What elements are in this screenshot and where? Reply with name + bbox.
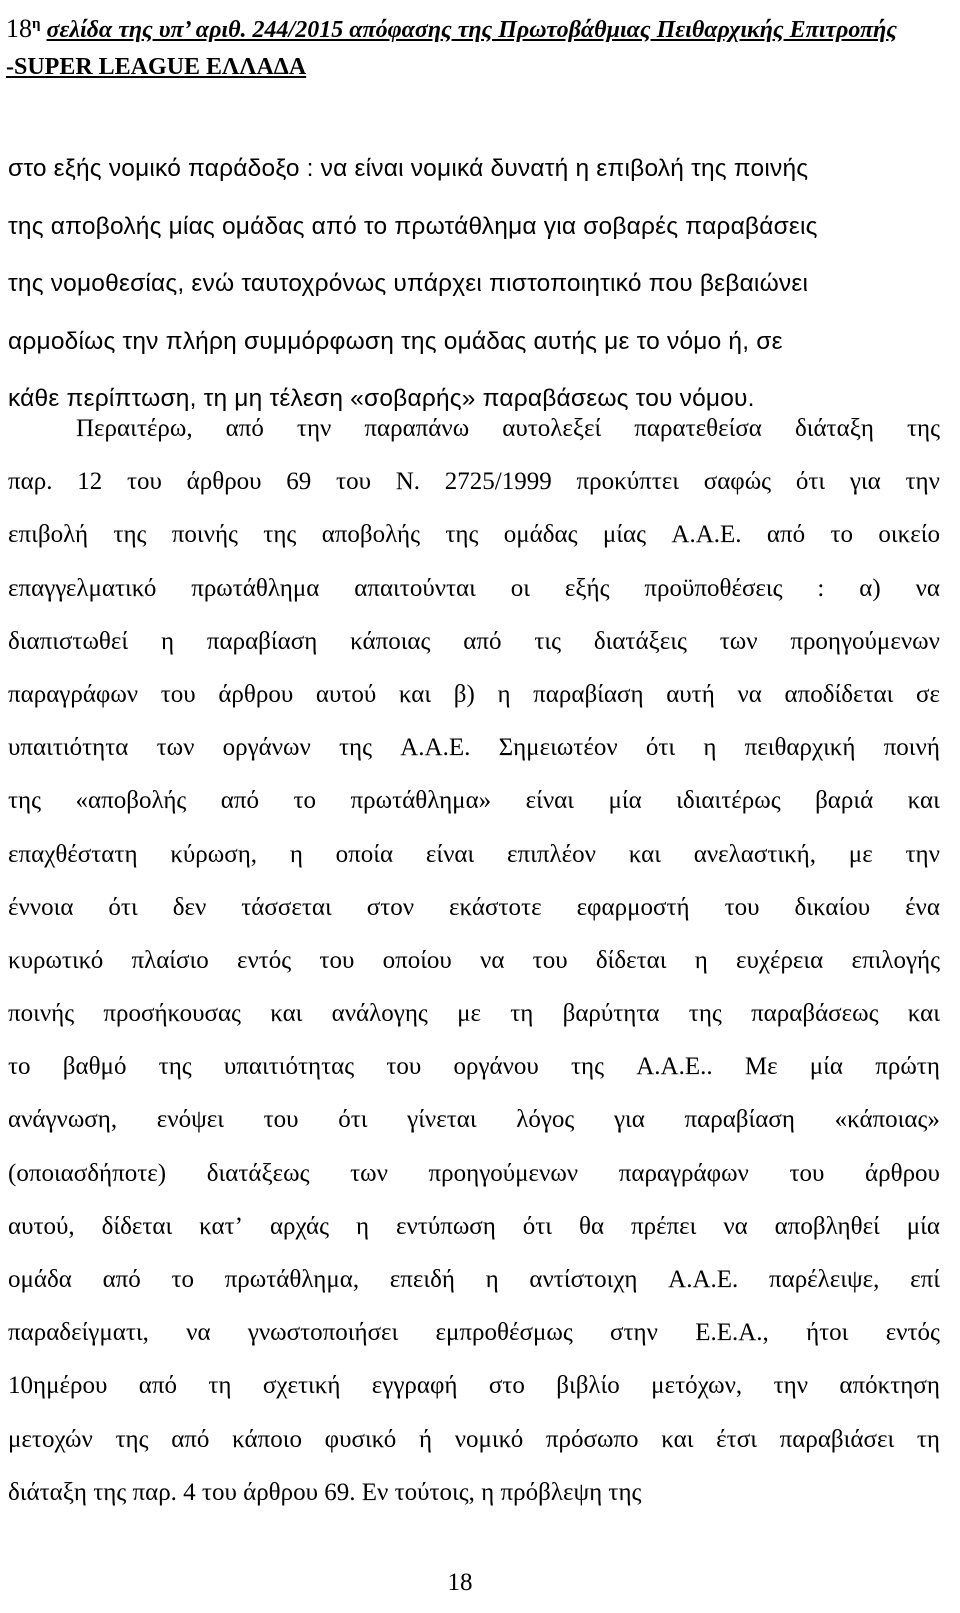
word: και [661, 1425, 694, 1453]
page-header [6, 6, 946, 86]
word: από [138, 1372, 177, 1400]
word: επιλογής [851, 946, 940, 974]
word: θα [578, 1212, 605, 1240]
text-line: αρμοδίως την πλήρη συμμόρφωση της ομάδας αυτής με το νόμο ή, σε [8, 327, 783, 355]
word: αποβολής [321, 521, 421, 549]
word: επαγγελματικό [8, 574, 157, 602]
word: είναι [525, 787, 574, 815]
word: διαπιστωθεί [8, 627, 129, 655]
word: της [445, 521, 479, 549]
word: α) [859, 574, 881, 602]
word: παραβίαση [684, 1106, 795, 1134]
word: της [113, 521, 147, 549]
word: μία [906, 1212, 940, 1240]
word: δικαίου [794, 893, 871, 921]
word: παρατεθείσα [634, 415, 762, 442]
word: της [338, 734, 373, 762]
paragraph-main [8, 402, 940, 1519]
word: προηγούμενων [428, 1159, 579, 1187]
word: Ε.Ε.Α., [695, 1319, 769, 1347]
word: εντός [885, 1319, 940, 1347]
word: σαφώς [703, 468, 772, 496]
word: σχετική [262, 1372, 341, 1400]
word: διατάξεως [206, 1159, 310, 1187]
word: από [220, 787, 260, 815]
word: κάποιας [350, 627, 431, 655]
header-title-line2: -SUPER LEAGUE ΕΛΛΑΔΑ [6, 54, 307, 80]
word: οποίου [382, 946, 452, 974]
word: γίνεται [407, 1106, 477, 1134]
word: το [8, 1053, 31, 1081]
word: φυσικό [324, 1425, 397, 1453]
word: της [8, 787, 42, 815]
word: βαθμό [62, 1053, 127, 1081]
word: άρθρου [186, 468, 262, 496]
word: Α.Α.Ε. [400, 734, 471, 762]
word: αυτού, [8, 1212, 75, 1240]
word: πρώτη [875, 1053, 940, 1081]
word: άρθρου [218, 680, 294, 708]
header-page-sup: η [32, 16, 41, 32]
page-number-footer: 18 [447, 1569, 473, 1596]
word: για [849, 468, 881, 496]
word: μία [608, 787, 642, 815]
word: το [171, 1266, 195, 1293]
word: πρωτάθλημα, [224, 1266, 360, 1293]
word: πρόσωπο [545, 1425, 639, 1453]
text-line [8, 1306, 940, 1359]
word: και [628, 840, 661, 868]
word: του [724, 893, 760, 921]
text-line [8, 987, 940, 1040]
word: πειθαρχική [744, 734, 856, 762]
word: παραγράφων [618, 1159, 749, 1187]
word: παραδείγματι, [8, 1319, 149, 1347]
word: εντός [236, 946, 292, 974]
text-line [8, 1359, 940, 1412]
word: ενόψει [156, 1106, 224, 1134]
word: την [773, 1372, 809, 1400]
word: γνωστοποιήσει [247, 1319, 399, 1347]
word: σε [916, 680, 940, 708]
text-line: της αποβολής μίας ομάδας από το πρωτάθλημα για σοβαρές παραβάσεις [8, 212, 818, 240]
word: των [719, 627, 758, 655]
word: εξής [564, 574, 610, 602]
text-line [8, 402, 940, 455]
word: βαρύτητα [562, 1000, 660, 1028]
word: πλαίσιο [131, 946, 209, 974]
word: του [263, 1106, 299, 1134]
word: η [160, 627, 175, 655]
word: δίδεται [595, 946, 667, 974]
word: της [115, 1425, 149, 1453]
word: λόγος [516, 1106, 575, 1134]
word: Α.Α.Ε. [671, 521, 742, 549]
word: πρωτάθλημα» [350, 787, 492, 815]
word: αυτού [315, 680, 377, 708]
text-line [8, 934, 940, 987]
word: για [613, 1106, 645, 1134]
word: αποβληθεί [774, 1212, 880, 1240]
word: και [270, 1000, 303, 1028]
word: κάποιο [232, 1425, 302, 1453]
word: ποινής [8, 1000, 75, 1028]
text-line: διάταξη της παρ. 4 του άρθρου 69. Εν τούτοις, η πρόβλεψη της [8, 1478, 642, 1506]
word: η [485, 1266, 499, 1293]
word: από [766, 521, 806, 549]
header-title-line1: σελίδα της υπ’ αριθ. 244/2015 απόφασης της Πρωτοβάθμιας Πειθαρχικής Επιτροπής [46, 17, 898, 43]
word: και [907, 787, 940, 815]
text-line [8, 562, 940, 615]
word: του [532, 946, 568, 974]
word: ομάδα [8, 1266, 72, 1293]
word: του [319, 946, 355, 974]
word: του [386, 1053, 422, 1081]
word: ήτοι [806, 1319, 849, 1347]
word: απαιτούνται [354, 574, 476, 602]
word: ένα [905, 893, 940, 921]
word: έννοια [8, 893, 74, 921]
word: 12 [77, 468, 103, 496]
word: εμπροθέσμως [435, 1319, 573, 1347]
paragraph-continued [8, 140, 944, 428]
word: ανάγνωση, [8, 1106, 118, 1134]
word: ομάδας [503, 521, 578, 549]
word: μία [809, 1053, 844, 1081]
word: η [703, 734, 717, 762]
text-line [8, 615, 940, 668]
text-line [8, 455, 940, 508]
word: κυρωτικό [8, 946, 104, 974]
word: να [737, 680, 762, 708]
word: υπαιτιότητας [223, 1053, 355, 1081]
word: από [463, 627, 502, 655]
word: απόκτηση [839, 1372, 940, 1400]
word: από [102, 1266, 141, 1293]
word: άρθρου [865, 1159, 940, 1187]
word: εντύπωση [395, 1212, 496, 1240]
word: τις [534, 627, 561, 655]
word: των [156, 734, 195, 762]
word: του [336, 468, 371, 496]
word: διατάξεις [593, 627, 687, 655]
text-line [8, 1200, 940, 1253]
word: αντίστοιχη [529, 1266, 638, 1293]
word: και [398, 680, 432, 708]
word: ότι [522, 1212, 553, 1240]
word: το [293, 787, 317, 815]
word: την [905, 840, 940, 868]
word: «αποβολής [75, 787, 187, 815]
word: αυτολεξεί [502, 415, 602, 442]
text-line [8, 1093, 940, 1146]
word: την [905, 468, 940, 496]
text-line: της νομοθεσίας, ενώ ταυτοχρόνως υπάρχει πιστοποιητικό που βεβαιώνει [8, 270, 809, 298]
word: οι [510, 574, 530, 602]
word: ότι [108, 893, 138, 921]
word: δίδεται [101, 1212, 173, 1240]
word: νομικό [454, 1425, 524, 1453]
word: στο [488, 1372, 525, 1400]
word: οικείο [878, 521, 940, 549]
word: αρχάς [269, 1212, 330, 1240]
word: μίας [602, 521, 647, 549]
word: : [817, 574, 825, 602]
text-line: στο εξής νομικό παράδοξο : να είναι νομικά δυνατή η επιβολή της ποινής [8, 155, 809, 182]
word: τάσσεται [241, 893, 332, 921]
word: του [789, 1159, 825, 1187]
word: 2725/1999 [444, 468, 552, 496]
word: παραβίαση [206, 627, 318, 655]
word: πρωτάθλημα [191, 574, 320, 602]
word: παραπάνω [364, 415, 470, 442]
word: και [907, 1000, 940, 1028]
word: Α.Α.Ε. [668, 1266, 739, 1293]
word: ευχέρεια [735, 946, 824, 974]
word: ότι [338, 1106, 368, 1134]
word: επί [910, 1266, 940, 1293]
text-line [8, 881, 940, 934]
text-line [8, 1413, 940, 1466]
word: 69 [286, 468, 312, 496]
word: στην [610, 1319, 658, 1347]
word: του [160, 680, 196, 708]
word: οποία [335, 840, 394, 868]
word: αυτή [666, 680, 715, 708]
word: από [225, 415, 264, 442]
word: ιδιαιτέρως [676, 787, 781, 815]
word: στον [366, 893, 415, 921]
word: είναι [425, 840, 475, 868]
word: μετόχων, [651, 1372, 743, 1400]
word: επειδή [389, 1266, 455, 1293]
word: ανάλογης [331, 1000, 428, 1028]
word: να [186, 1319, 211, 1347]
text-line [8, 828, 940, 881]
header-page-number: 18 [6, 14, 32, 43]
word: έτσι [716, 1425, 757, 1453]
word: της [688, 1000, 722, 1028]
text-line [8, 668, 940, 721]
word: ποινή [883, 734, 940, 762]
word: παραβίαση [533, 680, 644, 708]
word: διάταξη [794, 415, 874, 442]
word: εκάστοτε [449, 893, 542, 921]
word: επιπλέον [507, 840, 596, 868]
word: υπαιτιότητα [8, 734, 129, 762]
word: παραγράφων [8, 680, 139, 708]
word: προηγούμενων [790, 627, 940, 655]
word: (οποιασδήποτε) [8, 1159, 167, 1187]
word: των [350, 1159, 388, 1187]
word: Με [744, 1053, 778, 1081]
word: οργάνων [222, 734, 311, 762]
word: οργάνου [453, 1053, 539, 1081]
word: βαριά [815, 787, 874, 815]
word: από [171, 1425, 210, 1453]
word: β) [453, 680, 475, 708]
word: η [289, 840, 303, 868]
text-line [8, 1147, 940, 1200]
word: ότι [795, 468, 826, 496]
word: Ν. [395, 468, 421, 496]
word: προϋποθέσεις [644, 574, 783, 602]
text-line [8, 774, 940, 827]
word: της [906, 415, 940, 442]
word: παραβάσεως [751, 1000, 879, 1028]
text-line [8, 721, 940, 774]
word: Α.Α.Ε.. [636, 1053, 713, 1081]
word: του [126, 468, 162, 496]
word: να [723, 1212, 748, 1240]
word: να [915, 574, 940, 602]
text-line [8, 508, 940, 561]
word: προσήκουσας [103, 1000, 241, 1028]
word: παρέλειψε, [768, 1266, 880, 1293]
word: Σημειωτέον [498, 734, 618, 762]
word: προκύπτει [576, 468, 679, 496]
word: «κάποιας» [834, 1106, 940, 1134]
word: παρ. [8, 468, 53, 496]
word: τη [916, 1425, 940, 1453]
text-line [8, 1040, 940, 1093]
word: της [571, 1053, 605, 1081]
word: πρέπει [630, 1212, 697, 1240]
word: κύρωση, [170, 840, 258, 868]
word: το [830, 521, 854, 549]
word: η [355, 1212, 370, 1240]
word: αποδίδεται [784, 680, 894, 708]
word: της [158, 1053, 192, 1081]
word: η [694, 946, 708, 974]
word: ότι [645, 734, 676, 762]
word: επαχθέστατη [8, 840, 138, 868]
word: βιβλίο [556, 1372, 620, 1400]
word: δεν [172, 893, 207, 921]
word: ανελαστική, [693, 840, 817, 868]
word: με [848, 840, 873, 868]
word: την [296, 415, 332, 442]
text-line [8, 1253, 940, 1306]
word: εγγραφή [371, 1372, 458, 1400]
word: εφαρμοστή [576, 893, 690, 921]
word: με [457, 1000, 481, 1028]
word: να [480, 946, 505, 974]
word: παραβιάσει [779, 1425, 895, 1453]
word: η [497, 680, 511, 708]
word: κατ’ [199, 1212, 244, 1240]
word: Περαιτέρω, [76, 415, 193, 442]
text-line: κάθε περίπτωση, τη μη τέλεση «σοβαρής» παραβάσεως του νόμου. [8, 385, 755, 413]
word: ή [418, 1425, 433, 1453]
word: της [263, 521, 297, 549]
word: ποινής [171, 521, 238, 549]
word: 10ημέρου [8, 1372, 108, 1400]
word: τη [208, 1372, 232, 1400]
word: τη [510, 1000, 534, 1028]
word: επιβολή [8, 521, 89, 549]
word: μετοχών [8, 1425, 93, 1453]
